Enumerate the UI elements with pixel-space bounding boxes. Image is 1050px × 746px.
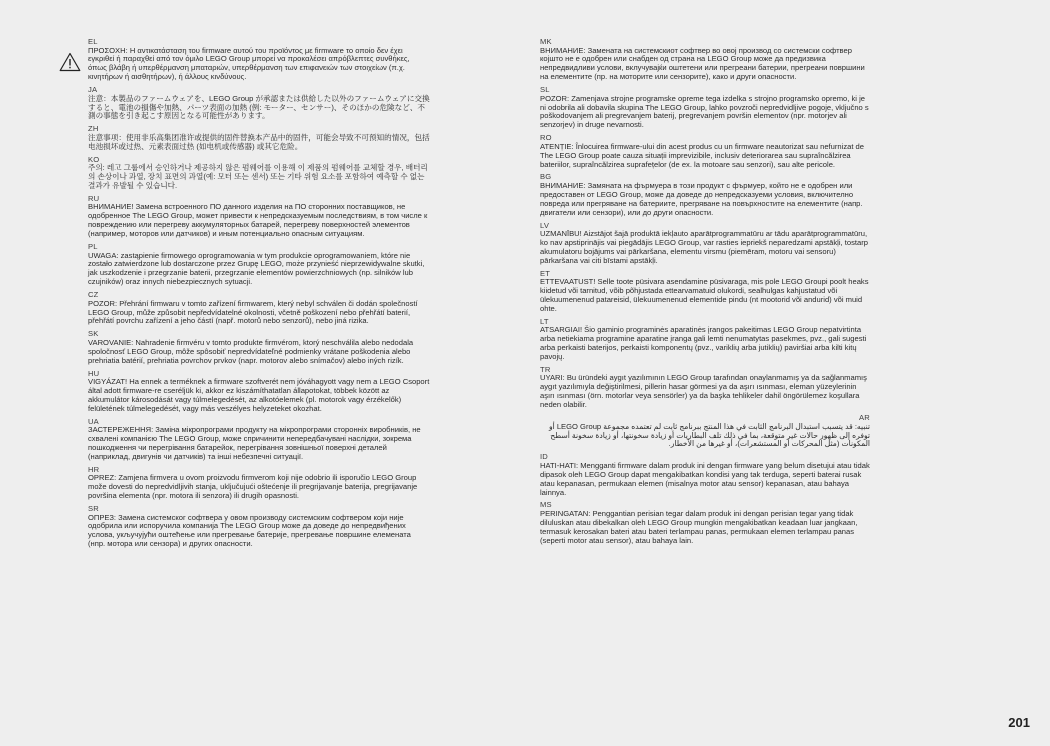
warning-block-sr xyxy=(88,505,430,549)
warning-text: ВНИМАНИЕ: Замяната на фърмуера в този продукт с фърмуер, който не е одобрен или предоставен от LEGO Group, може да доведе до непредсказуеми условия, включително повреда или прегряване на батериите, прегряване на повърхностите на елементите (напр. двигатели или сензори), или до други опасности. xyxy=(540,180,863,217)
language-code: KO xyxy=(88,154,100,164)
warning-text: ВНИМАНИЕ! Замена встроенного ПО данного изделия на ПО сторонних поставщиков, не одобренное The LEGO Group, может привести к непредсказуемым последствиям, в том числе к повреждению или перегреву аккумуляторных батарей, перегреву поверхностей элементов (например, моторов или датчиков) и иным потенциально опасным ситуациям. xyxy=(88,202,428,239)
language-code: MS xyxy=(540,500,552,510)
warning-text: POZOR: Zamenjava strojne programske opreme tega izdelka s strojno programsko opremo, ki je ni odobrila ali dobavila skupina The LEGO Group, lahko povzroči nepredvidljive pogoje, vključno s poškodovanjem ali pregrevanjem baterij, pregrevanjem površin elementov (npr. motorjev ali senzorjev) in druge nevarnosti. xyxy=(540,93,869,130)
warning-block-sk xyxy=(88,330,430,365)
warning-text: UWAGA: zastąpienie firmowego oprogramowania w tym produkcie oprogramowaniem, które nie zostało zatwierdzone lub dostarczone przez Grupę LEGO, może przynieść nieprzewidywalne skutki, jak uszkodzenie i przegrzanie baterii, przegrzanie elementów powierzchniowych (np. silników lub czujników) oraz innych niebezpiecznych sytuacji. xyxy=(88,250,425,287)
warning-text: ETTEVAATUST! Selle toote püsivara asendamine püsivaraga, mis pole LEGO Groupi poolt heaks kiidetud või tarnitud, võib põhjustada ettearvamatuid olukordi, sealhulgas kahjustatud või ülekuumenenud patareisid, ülekuumenenud elementide pindu (nt mootorid või andurid) või muid ohte. xyxy=(540,277,869,313)
warning-text: PERINGATAN: Penggantian perisian tegar dalam produk ini dengan perisian tegar yang tidak diluluskan atau dibekalkan oleh LEGO Group mungkin mengakibatkan keadaan luar jangkaan, termasuk kerosakan bateri atau bateri terlampau panas, permukaan elemen terlampau panas (seperti motor atau sensor), atau bahaya lain. xyxy=(540,508,858,545)
warning-block-bg xyxy=(540,173,870,217)
language-code: CZ xyxy=(88,290,99,300)
page-number: 201 xyxy=(1008,715,1030,730)
warning-block-hr xyxy=(88,466,430,501)
warning-block-et xyxy=(540,270,870,314)
warning-text: ATSARGIAI! Šio gaminio programinės aparatinės įrangos pakeitimas LEGO Group nepatvirtinta arba netiekiama programine aparatine įranga gali lemti nenumatytas pasekmes, pvz., gali sugesti arba perkaisti baterijos, perkaisti komponentų (pvz., variklių arba jutiklių) paviršiai arba kilti kitų pavojų. xyxy=(540,325,867,362)
warning-text: VAROVANIE: Nahradenie firmvéru v tomto produkte firmvérom, ktorý neschválila alebo nedodala spoločnosť LEGO Group, môže spôsobiť nepredvídateľné podmienky vrátane poškodenia alebo prehriatia batérií, prehriatia povrchov prvkov (napr. motorov alebo snímačov) alebo iných rizík. xyxy=(88,337,414,365)
language-code: ID xyxy=(540,452,548,462)
warning-block-lv xyxy=(540,222,870,266)
warning-text: 주의: 레고 그룹에서 승인하거나 제공하지 않은 펌웨어를 이용해 이 제품의 펌웨어를 교체할 경우, 배터리의 손상이나 과열, 장치 표면의 과열(예: 모터 또는 센서) 또는 기타 위험 요소를 포함하여 예측할 수 없는 결과가 유발될 수 있습니다. xyxy=(88,163,428,190)
language-code: UA xyxy=(88,416,99,426)
language-code: ZH xyxy=(88,124,99,134)
language-code: RO xyxy=(540,133,552,143)
language-code: RU xyxy=(88,193,100,203)
language-code: MK xyxy=(540,37,552,46)
warning-text: 注意事项：使用非乐高集团准许或提供的固件替换本产品中的固件，可能会导致不可预知的情况，包括电池损坏或过热、元素表面过热 (如电机或传感器) 或其它危险。 xyxy=(88,132,430,151)
warning-text: HATI-HATI: Mengganti firmware dalam produk ini dengan firmware yang belum disetujui atau tidak dipasok oleh LEGO Group dapat mengakibatkan kondisi yang tak terduga, seperti baterai rusak atau kepanasan, permukaan elemen (misalnya motor atau sensor) kepanasan, atau bahaya lainnya. xyxy=(540,460,870,497)
warning-block-lt xyxy=(540,318,870,362)
language-code: HR xyxy=(88,464,100,474)
warning-text: POZOR: Přehrání firmwaru v tomto zařízení firmwarem, který nebyl schválen či dodán společností LEGO Group, může způsobit nepředvídatelné okolnosti, včetně poškození nebo přehřátí baterií, přehřátí povrchu zařízení a jeho částí (např. motorů nebo senzorů), nebo jiná rizika. xyxy=(88,298,418,326)
warning-text: ΠΡΟΣΟΧΗ: Η αντικατάσταση του firmware αυτού του προϊόντος με firmware το οποίο δεν έχει εγκριθεί ή παραχθεί από τον όμιλο LEGO Group μπορεί να προκαλέσει απρόβλεπτες συνθήκες, όπως βλάβη ή υπερθέρμανση μπαταριών, υπερθέρμανση των επιφανειών των στοιχείων (π.χ. κινητήρων ή αισθητήρων), ή άλλους κινδύνους. xyxy=(88,45,410,82)
warning-block-mk xyxy=(540,38,870,82)
warning-text: تنبيه: قد يتسبب استبدال البرنامج الثابت في هذا المنتج ببرنامج ثابت لم تعتمده مجموعة LEGO Group أو توفره إلى ظهور حالات غير متوقعة، بما في ذلك تلف البطاريات أو زيادة سخونتها، أو زيادة سخونة أسطح المكونات (مثل المحركات أو المستشعرات)، أو غيرها من الأخطار. xyxy=(548,421,870,449)
language-code: PL xyxy=(88,242,98,251)
left-column xyxy=(88,38,430,553)
language-code: TR xyxy=(540,364,551,374)
warning-text: UZMANĪBU! Aizstājot šajā produktā iekļauto aparātprogrammatūru ar tādu aparātprogrammatūru, ko nav apstiprinājis vai piegādājis LEGO Group, var rasties iepriekš neparedzami apstākļi, tostarp akumulatoru bojājums vai pārkaršana, elementu virsmu (piemēram, motoru vai sensoru) pārkaršana vai citi bīstami apstākļi. xyxy=(540,229,868,265)
warning-block-ms xyxy=(540,501,870,545)
warning-triangle-icon xyxy=(59,52,81,72)
warning-block-cz xyxy=(88,291,430,326)
warning-text: ОПРЕЗ: Замена системског софтвера у овом производу системским софтвером који није одобрила или испоручила компанија The LEGO Group може да доведе до непредвиђених услова, укључујући оштећење или прегревање батерије, прегревање површине елемената (нпр. мотора или сензора) и других опасности. xyxy=(88,512,411,549)
language-code: JA xyxy=(88,85,98,95)
language-code: SK xyxy=(88,329,99,339)
language-code: SL xyxy=(540,85,550,95)
language-code: BG xyxy=(540,172,552,182)
warning-block-id xyxy=(540,453,870,497)
language-code: SR xyxy=(88,504,99,514)
warning-text: OPREZ: Zamjena firmvera u ovom proizvodu firmverom koji nije odobrio ili isporučio LEGO Group može dovesti do nepredvidljivih stanja, uključujući oštećenje ili pregrijavanje baterija, pregrijavanje površina elementa (npr. motora ili senzora) ili drugih opasnosti. xyxy=(88,473,418,501)
language-code: LV xyxy=(540,220,550,230)
warning-block-ko xyxy=(88,156,430,191)
warning-block-ar xyxy=(540,414,870,449)
warning-block-zh xyxy=(88,125,430,151)
warning-text: 注意：本製品のファームウェアを、LEGO Group が承認または供給した以外のファームウェアに交換すると、電池の損傷や加熱、パーツ表面の加熱 (例: モーター、センサー)、そのほかの危険など、不測の事態を引き起こす原因となる可能性があります。 xyxy=(88,93,430,121)
warning-block-el xyxy=(88,38,430,82)
language-code: AR xyxy=(859,413,870,423)
warning-block-ru xyxy=(88,195,430,239)
language-code: ET xyxy=(540,268,551,278)
warning-text: ВНИМАНИЕ: Замената на системскиот софтвер во овој производ со системски софтвер којшто не е одобрен или снабден од страна на LEGO Group може да предизвика непредвидливи услови, вклучувајќи оштетени или прегреани батерии, прегреани површини на елементите (пр. на моторите или сензорите), како и други опасности. xyxy=(540,45,865,82)
language-code: EL xyxy=(88,37,98,46)
warning-block-tr xyxy=(540,366,870,410)
warning-text: ЗАСТЕРЕЖЕННЯ: Заміна мікропрограми продукту на мікропрограми сторонніх виробників, не схвалені компанією The LEGO Group, може спричинити непередбачувані наслідки, зокрема пошкодження чи перегрівання батарейок, перегрівання зовнішньої поверхні деталей (наприклад, двигунів чи датчиків) та інші небезпечні ситуації. xyxy=(88,425,421,461)
warning-block-hu xyxy=(88,370,430,414)
warning-text: ATENȚIE: Înlocuirea firmware-ului din acest produs cu un firmware neautorizat sau nefurnizat de The LEGO Group poate cauza situații imprevizibile, inclusiv deteriorarea sau supraîncălzirea bateriilor, supraîncălzirea suprafețelor (de ex. la motoare sau senzori), sau alte pericole. xyxy=(540,141,865,169)
right-column xyxy=(540,38,870,550)
warning-block-ro xyxy=(540,134,870,169)
warning-block-sl xyxy=(540,86,870,130)
warning-block-ua xyxy=(88,418,430,462)
language-code: LT xyxy=(540,316,549,326)
language-code: HU xyxy=(88,368,100,378)
warning-text: UYARI: Bu üründeki aygıt yazılımının LEGO Group tarafından onaylanmamış ya da sağlanmamış aygıt yazılımıyla değiştirilmesi, pillerin hasar görmesi ya da aşırı ısınması, eleman yüzeylerinin aşırı ısınması (örn. motorlar veya sensörler) ya da başka tehlikeler dahil öngörülemez koşullara neden olabilir. xyxy=(540,373,867,410)
warning-block-pl xyxy=(88,243,430,287)
warning-block-ja xyxy=(88,86,430,121)
warning-text: VIGYÁZAT! Ha ennek a terméknek a firmware szoftverét nem jóváhagyott vagy nem a LEGO Csoport által adott firmware-re cseréljük ki, akkor ez kiszámíthatatlan állapotokat, többek között az akkumulátor károsodását vagy túlmelegedését, az alkotóelemek (pl. motorok vagy érzékelők) felületének túlmelegedését, vagy más veszélyes helyzeteket okozhat. xyxy=(88,377,430,413)
